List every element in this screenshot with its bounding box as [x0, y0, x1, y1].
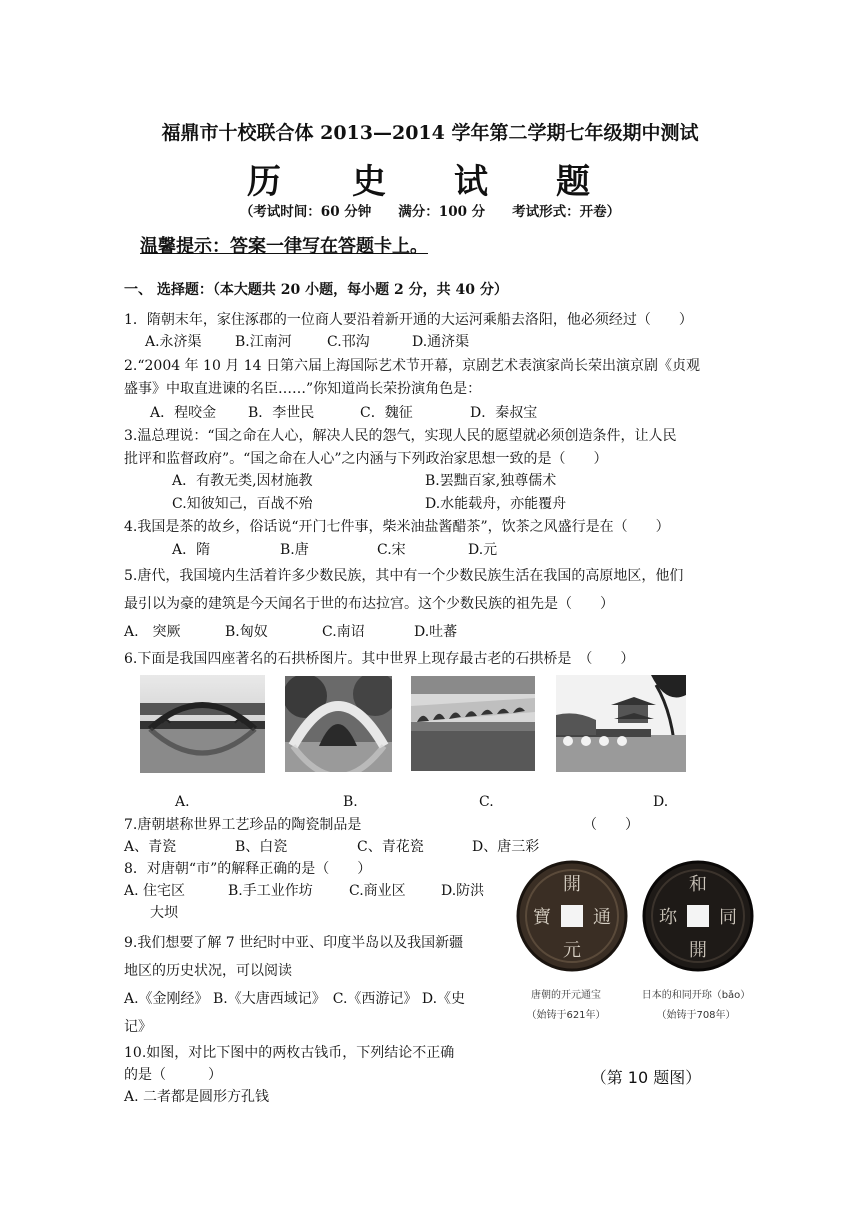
q9-options-cont: 记》 [124, 1019, 152, 1035]
exam-info: （考试时间：60 分钟 满分：100 分 考试形式：开卷） [239, 204, 621, 220]
q4-option-a: A．隋 [172, 542, 211, 558]
section-title: 一、 选择题：（本大题共 20 小题，每小题 2 分，共 40 分） [124, 282, 508, 298]
q2-stem-line1: 2.“2004 年 10 月 14 日第六届上海国际艺术节开幕，京剧艺术表演家尚长荣出演京剧《贞观 [124, 358, 701, 374]
q8-option-c: C.商业区 [349, 883, 406, 899]
left-coin-char-bottom: 元 [563, 940, 581, 961]
q3-option-d: D.水能载舟，亦能覆舟 [425, 496, 567, 512]
q1-option-b: B.江南河 [235, 334, 292, 350]
q5-stem-line2: 最引以为豪的建筑是今天闻名于世的布达拉宫。这个少数民族的祖先是（ ） [124, 596, 614, 612]
q8-option-d-cont: 大坝 [150, 905, 178, 921]
left-coin-char-right: 通 [593, 907, 611, 928]
q10-option-a: A. 二者都是圆形方孔钱 [124, 1089, 270, 1105]
q7-paren: （ ） [583, 817, 639, 833]
q6-label-a: A. [175, 794, 190, 810]
q7-option-c: C、青花瓷 [357, 839, 424, 855]
q2-option-a: A．程咬金 [150, 405, 217, 421]
right-coin-caption-1: 日本的和同开珎（bǎo） [641, 990, 751, 1001]
q2-stem-line2: 盛事》中取直进谏的名臣……”你知道尚长荣扮演角色是： [124, 381, 482, 397]
q3-option-b: B.罢黜百家,独尊儒术 [425, 473, 557, 489]
q3-option-a: A．有教无类,因材施教 [172, 473, 313, 489]
q6-label-b: B. [343, 794, 358, 810]
q8-option-d: D.防洪 [441, 883, 485, 899]
subject-char-4: 题 [556, 162, 590, 202]
subject-char-2: 史 [352, 162, 386, 202]
answer-tip: 温馨提示：答案一律写在答题卡上。 [140, 236, 428, 257]
q8-stem: 8．对唐朝“市”的解释正确的是（ ） [124, 861, 372, 877]
q5-option-b: B.匈奴 [225, 624, 268, 640]
q7-option-d: D、唐三彩 [472, 839, 540, 855]
left-coin-caption-1: 唐朝的开元通宝 [531, 990, 601, 1001]
right-coin-char-top: 和 [689, 874, 707, 895]
q6-label-c: C. [479, 794, 494, 810]
left-coin-caption-2: （始铸于621年） [526, 1010, 606, 1021]
left-coin-char-top: 開 [563, 874, 581, 895]
q4-option-b: B.唐 [280, 542, 309, 558]
q2-option-b: B．李世民 [248, 405, 315, 421]
q1-option-d: D.通济渠 [412, 334, 470, 350]
left-coin-char-left: 寶 [533, 907, 551, 928]
q3-stem-line1: 3.温总理说：“国之命在人心，解决人民的怨气，实现人民的愿望就必须创造条件，让人民 [124, 428, 677, 444]
q6-stem: 6.下面是我国四座著名的石拱桥图片。其中世界上现存最古老的石拱桥是 （ ） [124, 651, 635, 667]
q8-option-a: A. 住宅区 [124, 883, 186, 899]
q10-stem-line2: 的是（ ） [124, 1067, 222, 1083]
coin-figure [506, 858, 768, 1096]
bridge-photo-b [285, 676, 392, 772]
q4-option-d: D.元 [468, 542, 498, 558]
right-coin-char-bottom: 開 [689, 940, 707, 961]
q7-option-a: A、青瓷 [124, 839, 177, 855]
q2-option-c: C．魏征 [360, 405, 413, 421]
q5-option-a: A. 突厥 [124, 624, 181, 640]
q5-option-d: D.吐蕃 [414, 624, 458, 640]
q9-options: A.《金刚经》 B.《大唐西域记》 C.《西游记》 D.《史 [124, 991, 466, 1007]
q6-label-d: D. [653, 794, 669, 810]
bridge-photo-a [140, 675, 265, 773]
q7-stem: 7.唐朝堪称世界工艺珍品的陶瓷制品是 [124, 817, 362, 833]
q9-stem-line2: 地区的历史状况，可以阅读 [124, 963, 292, 979]
subject-char-3: 试 [454, 162, 488, 202]
right-coin-char-right: 同 [719, 907, 737, 928]
q10-stem-line1: 10.如图，对比下图中的两枚古钱币，下列结论不正确 [124, 1045, 455, 1061]
q2-option-d: D．秦叔宝 [470, 405, 538, 421]
q3-option-c: C.知彼知己，百战不殆 [172, 496, 313, 512]
q5-option-c: C.南诏 [322, 624, 365, 640]
bridge-photo-d [556, 675, 686, 772]
right-coin-char-left: 珎 [659, 907, 677, 928]
q8-option-b: B.手工业作坊 [228, 883, 313, 899]
subject-char-1: 历 [247, 162, 281, 202]
coin-figure-label: （第 10 题图） [590, 1068, 702, 1087]
coin-illustration [506, 858, 768, 1096]
q3-stem-line2: 批评和监督政府”。“国之命在人心”之内涵与下列政治家思想一致的是（ ） [124, 451, 608, 467]
bridge-photo-c [411, 676, 535, 771]
q4-stem: 4.我国是茶的故乡，俗话说“开门七件事，柴米油盐酱醋茶”，饮茶之风盛行是在（ ） [124, 519, 670, 535]
q7-option-b: B、白瓷 [235, 839, 288, 855]
right-coin-caption-2: （始铸于708年） [656, 1010, 736, 1021]
q5-stem-line1: 5.唐代，我国境内生活着许多少数民族，其中有一个少数民族生活在我国的高原地区，他们 [124, 568, 684, 584]
q4-option-c: C.宋 [377, 542, 406, 558]
exam-title: 福鼎市十校联合体 2013—2014 学年第二学期七年级期中测试 [161, 122, 699, 144]
q1-option-a: A.永济渠 [145, 334, 202, 350]
q9-stem-line1: 9.我们想要了解 7 世纪时中亚、印度半岛以及我国新疆 [124, 935, 464, 951]
q1-option-c: C.邗沟 [327, 334, 370, 350]
q1-stem: 1．隋朝末年，家住涿郡的一位商人要沿着新开通的大运河乘船去洛阳，他必须经过（ ） [124, 312, 693, 328]
